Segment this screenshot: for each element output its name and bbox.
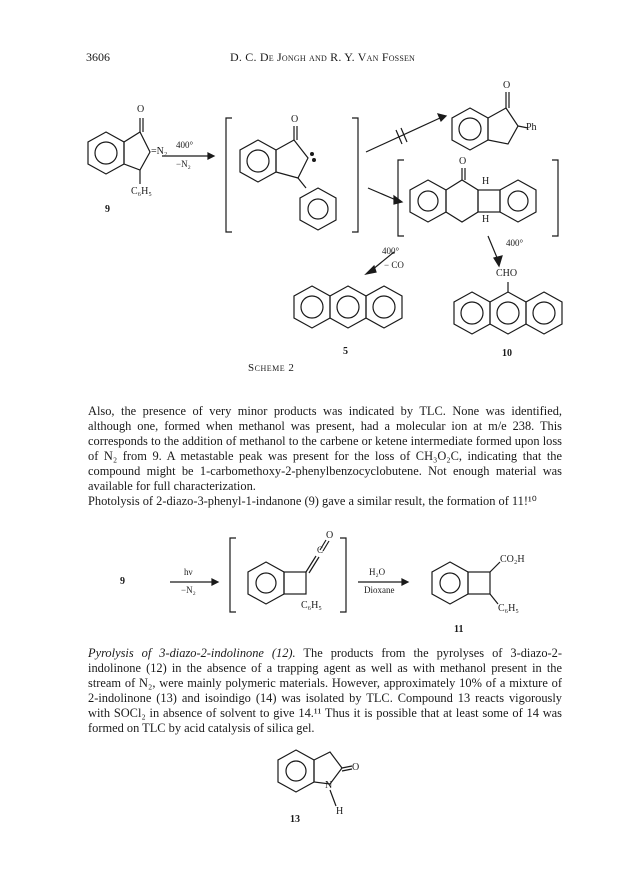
- scheme3-o-label: O: [326, 530, 334, 541]
- cho-label: CHO: [496, 268, 518, 279]
- compound-13-structure: [278, 750, 352, 806]
- scheme3-phenyl-label: C₆H₅: [301, 600, 322, 611]
- scheme2-o-label-carbene: O: [291, 114, 299, 125]
- arrow-co-top-label: 400°: [382, 246, 400, 256]
- arrow-co-bottom-label: − CO: [384, 260, 404, 270]
- running-header-authors: D. C. De Jongh and R. Y. Van Fossen: [230, 50, 416, 64]
- diazo-label: =N₂: [151, 146, 168, 157]
- scheme3-reactant-label: 9: [120, 576, 125, 587]
- scheme4-o-label: O: [352, 762, 360, 773]
- scheme4-h-label: H: [336, 806, 344, 817]
- scheme2-o-label-9: O: [137, 104, 145, 115]
- compound-5-label: 5: [343, 346, 348, 357]
- scheme3-acid-label: CO₂H: [500, 554, 525, 565]
- paragraph-2: Photolysis of 2-diazo-3-phenyl-1-indanone (9) gave a similar result, the formation of 11!¹⁰: [88, 494, 537, 508]
- scheme3-arrow2-top: H₂O: [369, 567, 386, 577]
- compound-9-phenyl-label: C₆H₅: [131, 186, 152, 197]
- ph-label: Ph: [526, 122, 537, 133]
- arrow1-top-label: 400°: [176, 140, 194, 150]
- scheme2-o-label-cyclobutene: O: [459, 156, 467, 167]
- arrow1-bottom-label: −N₂: [176, 159, 191, 169]
- scheme3-arrow2-bottom: Dioxane: [364, 585, 395, 595]
- paragraph-3-title: Pyrolysis of 3-diazo-2-indolinone (12).: [88, 646, 296, 660]
- compound-13-label: 13: [290, 814, 300, 825]
- scheme3-product-phenyl-label: C₆H₅: [498, 603, 519, 614]
- paragraph-3-body: The products from the pyrolyses of 3-diazo-2-indolinone (12) in the absence of a trapping agent as well as with methanol present in the stream of N₂, were mainly polymeric materials. However, approximately 10% of a mixture of 2-indolinone (13) and isoindigo (14) was isolated by TLC. Compound 13 reacts vigorously with SOCl₂ in absence of solvent to give 14.¹¹ Thus it is possible that at least some of 14 was formed on TLC by acid catalysis of silica gel.: [88, 646, 562, 735]
- scheme3-arrow1-bottom: −N₂: [181, 585, 196, 595]
- h-label-bottom: H: [482, 214, 490, 225]
- scheme3-arrow1-top: hν: [184, 567, 193, 577]
- scheme3-c-label: C: [317, 545, 324, 555]
- page-number: 3606: [86, 50, 110, 64]
- paragraph-1: Also, the presence of very minor products was indicated by TLC. None was identified, although one, formed when methanol was present, had a molecular ion at m/e 238. This corresponds to the addition of methanol to the carbene or ketene intermediate formed upon loss of N₂ from 9. A metastable peak was present for the loss of CH₃O₂C, indicating that the compound might be 1-carbomethoxy-2-phenylbenzocyclobutene. Not enough material was available for full characterization.: [88, 404, 562, 493]
- compound-11-label: 11: [454, 624, 464, 635]
- scheme-2-caption: Scheme 2: [248, 362, 295, 374]
- compound-9-label: 9: [105, 204, 110, 215]
- compound-10-label: 10: [502, 348, 512, 359]
- h-label-top: H: [482, 176, 490, 187]
- arrow-right-400-label: 400°: [506, 238, 524, 248]
- scheme2-o-label-indenone: O: [503, 80, 511, 91]
- scheme4-n-label: N: [325, 780, 333, 791]
